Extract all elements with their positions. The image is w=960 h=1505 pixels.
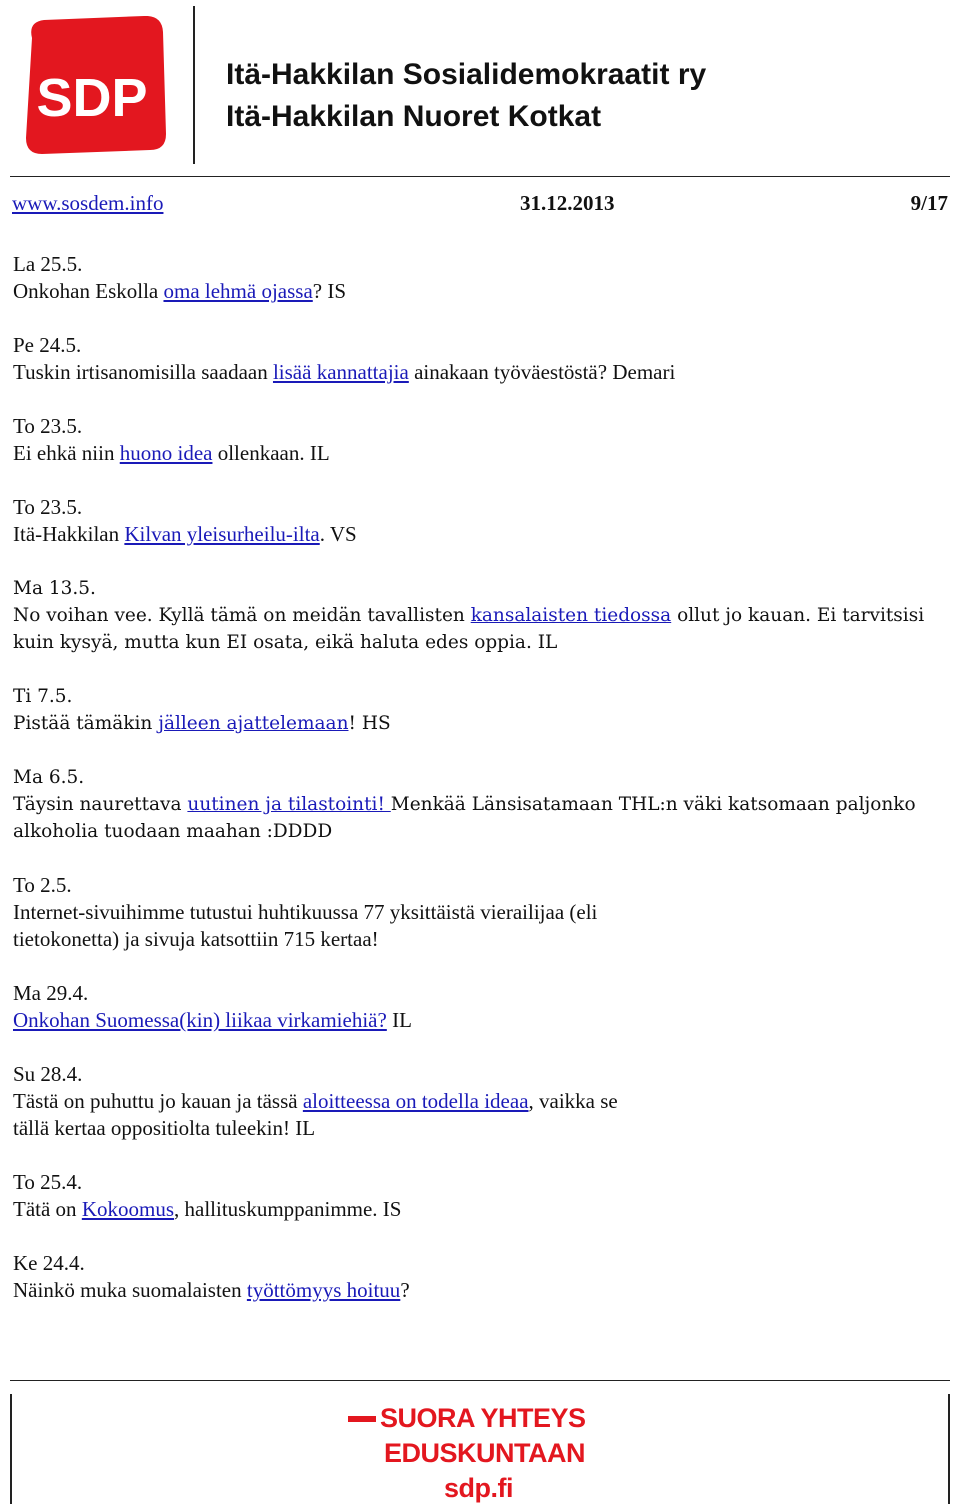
footer-divider-left: [10, 1394, 12, 1504]
list-item: [13, 494, 943, 548]
entry-text: ? IS: [312, 279, 347, 303]
entry-text: , vaikka se tällä kertaa oppositiolta tuleekin! IL: [13, 1089, 618, 1140]
entry-text: ! HS: [348, 713, 391, 734]
list-item: [13, 332, 943, 386]
sdp-logo: [22, 16, 166, 154]
entry-text: Pistää tämäkin: [13, 713, 159, 734]
entry-date: Ma 13.5.: [13, 578, 96, 599]
document-date: 31.12.2013: [520, 191, 615, 215]
entry-text: ollut jo kauan. Ei tarvitsisi kuin kysyä, mutta kun EI osata, eikä haluta edes oppia. IL: [13, 605, 925, 653]
entry-link[interactable]: Kilvan yleisurheilu-ilta: [124, 522, 320, 546]
slogan-line-2: EDUSKUNTAAN: [384, 1438, 585, 1468]
entry-text: Internet-sivuihimme tutustui huhtikuussa 77 yksittäistä vierailijaa (eli tietokonetta) ja sivuja katsottiin 715 kertaa!: [13, 900, 598, 951]
list-item: [13, 575, 943, 656]
list-item: [13, 872, 693, 953]
entry-date: Ke 24.4.: [13, 1251, 85, 1275]
page-footer: [0, 1380, 960, 1504]
entry-date: Su 28.4.: [13, 1062, 83, 1086]
page-number: 9/17: [910, 191, 948, 215]
entry-link[interactable]: oma lehmä ojassa: [163, 279, 313, 303]
slogan-line-1: SUORA YHTEYS: [380, 1403, 586, 1433]
list-item: [13, 1250, 943, 1304]
list-item: [13, 683, 943, 737]
entry-text: , hallituskumppanimme. IS: [174, 1197, 402, 1221]
entry-link[interactable]: uutinen ja tilastointi!: [187, 794, 391, 815]
organization-name: [226, 54, 706, 138]
list-item: [13, 980, 943, 1034]
website-link[interactable]: www.sosdem.info: [12, 191, 164, 215]
entry-date: La 25.5.: [13, 252, 83, 276]
entry-text: Tätä on: [13, 1197, 82, 1221]
entry-text: Näinkö muka suomalaisten: [13, 1278, 247, 1302]
entry-date: Ma 6.5.: [13, 767, 85, 788]
entry-text: IL: [386, 1008, 412, 1032]
entry-text: Tuskin irtisanomisilla saadaan: [13, 360, 273, 384]
entry-date: To 23.5.: [13, 495, 83, 519]
entry-link[interactable]: huono idea: [119, 441, 213, 465]
entry-date: Ma 29.4.: [13, 981, 89, 1005]
page-header: [0, 0, 960, 170]
logo-text: SDP: [36, 68, 148, 128]
list-item: [13, 413, 943, 467]
entry-text: Tästä on puhuttu jo kauan ja tässä: [13, 1089, 303, 1113]
entry-date: Ti 7.5.: [13, 686, 73, 707]
entry-link[interactable]: lisää kannattajia: [272, 360, 409, 384]
entry-text: Onkohan Eskolla: [13, 279, 164, 303]
entry-date: To 25.4.: [13, 1170, 83, 1194]
entry-date: Pe 24.5.: [13, 333, 82, 357]
entry-text: Täysin naurettava: [13, 794, 188, 815]
list-item: [13, 764, 943, 845]
slogan-bar: [348, 1416, 376, 1422]
entry-text: . VS: [319, 522, 357, 546]
entry-text: ?: [400, 1278, 410, 1302]
org-name-line-1: Itä-Hakkilan Sosialidemokraatit ry: [226, 58, 707, 91]
list-item: [13, 1169, 943, 1223]
list-item: [13, 1061, 653, 1142]
entry-text: ainakaan työväestöstä? Demari: [408, 360, 676, 384]
news-list: [13, 251, 943, 1331]
entry-text: Itä-Hakkilan: [13, 522, 125, 546]
org-name-line-2: Itä-Hakkilan Nuoret Kotkat: [226, 100, 602, 133]
entry-text: ollenkaan. IL: [212, 441, 330, 465]
entry-text: Ei ehkä niin: [13, 441, 120, 465]
entry-date: To 2.5.: [13, 873, 72, 897]
slogan-line-3: sdp.fi: [444, 1473, 513, 1503]
entry-link[interactable]: kansalaisten tiedossa: [470, 605, 672, 626]
entry-date: To 23.5.: [13, 414, 83, 438]
header-rule: [10, 176, 950, 177]
entry-text: No voihan vee. Kyllä tämä on meidän tavallisten: [13, 605, 471, 626]
page-meta: [12, 191, 948, 219]
entry-text: Menkää Länsisatamaan THL:n väki katsomaan paljonko alkoholia tuodaan maahan :DDDD: [13, 794, 916, 842]
entry-link[interactable]: Onkohan Suomessa(kin) liikaa virkamiehiä?: [13, 1008, 387, 1032]
entry-link[interactable]: Kokoomus: [81, 1197, 174, 1221]
header-divider: [193, 6, 195, 164]
list-item: [13, 251, 943, 305]
entry-link[interactable]: jälleen ajattelemaan: [158, 713, 349, 734]
footer-divider-right: [948, 1394, 950, 1504]
entry-link[interactable]: aloitteessa on todella ideaa: [302, 1089, 529, 1113]
entry-link[interactable]: työttömyys hoituu: [246, 1278, 401, 1302]
